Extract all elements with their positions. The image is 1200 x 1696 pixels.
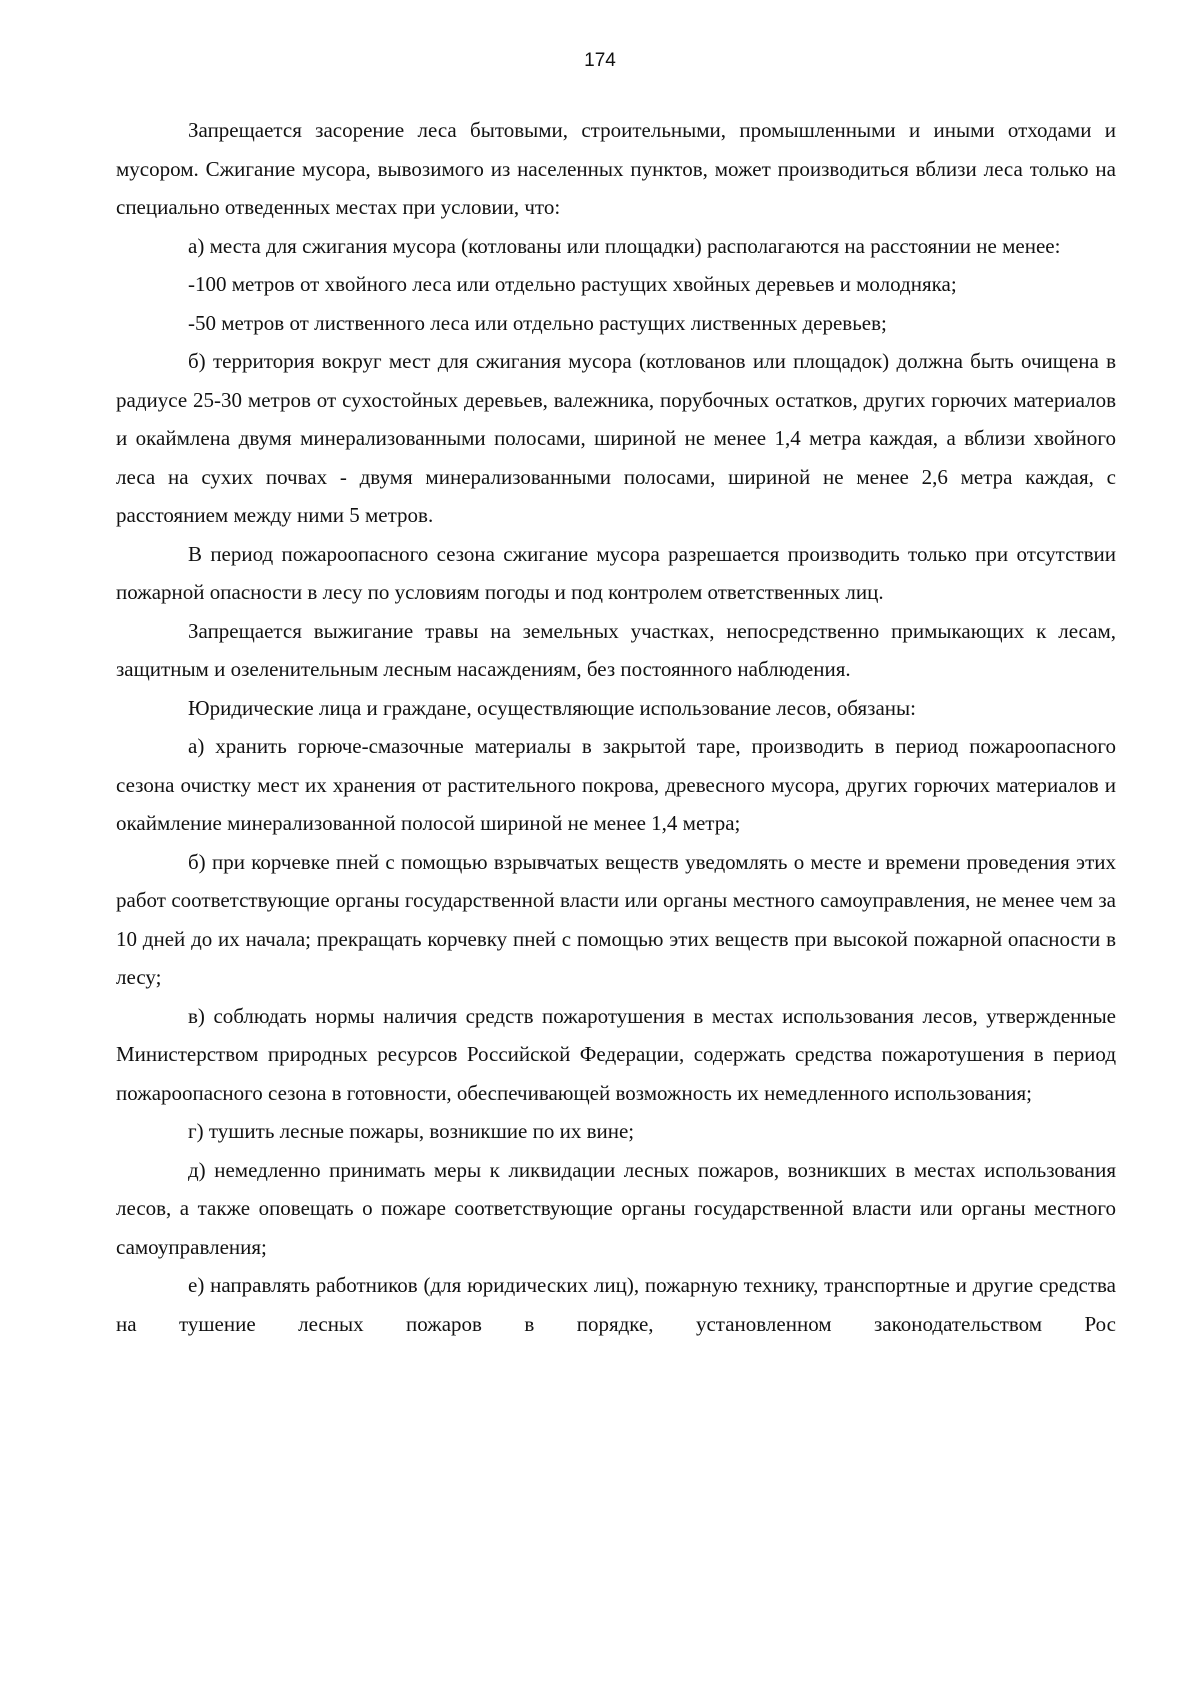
paragraph: Запрещается засорение леса бытовыми, строительными, промышленными и иными отходами и мусором. Сжигание мусора, вывозимого из населенных пунктов, может производиться вблизи леса только на специально отведенных местах при условии, что:	[116, 118, 1116, 219]
paragraph: Юридические лица и граждане, осуществляющие использование лесов, обязаны:	[188, 695, 916, 720]
paragraph: -50 метров от лиственного леса или отдельно растущих лиственных деревьев;	[188, 310, 887, 335]
paragraph: д) немедленно принимать меры к ликвидации лесных пожаров, возникших в местах использования лесов, а также оповещать о пожаре соответствующие органы государственной власти или органы местного самоуправления;	[116, 1157, 1116, 1259]
paragraph: е) направлять работников (для юридических лиц), пожарную технику, транспортные и другие средства на тушение лесных пожаров в порядке, установленном законодательством Рос	[116, 1273, 1116, 1336]
body-text	[116, 111, 1116, 1343]
paragraph: В период пожароопасного сезона сжигание мусора разрешается производить только при отсутствии пожарной опасности в лесу по условиям погоды и под контролем ответственных лиц.	[116, 541, 1116, 604]
paragraph: г) тушить лесные пожары, возникшие по их вине;	[188, 1119, 635, 1143]
paragraph: а) места для сжигания мусора (котлованы или площадки) располагаются на расстоянии не менее:	[188, 233, 1061, 258]
page-number: 174	[584, 50, 616, 71]
paragraph: б) при корчевке пней с помощью взрывчатых веществ уведомлять о месте и времени проведения этих работ соответствующие органы государственной власти или органы местного самоуправления, не менее чем за 10 дней до их начала; прекращать корчевку пней с помощью этих веществ при высокой пожарной опасности в лесу;	[116, 849, 1116, 989]
paragraph: а) хранить горюче-смазочные материалы в закрытой таре, производить в период пожароопасного сезона очистку мест их хранения от растительного покрова, древесного мусора, других горючих материалов и окаймление минерализованной полосой шириной не менее 1,4 метра;	[116, 734, 1116, 835]
paragraph: в) соблюдать нормы наличия средств пожаротушения в местах использования лесов, утвержденные Министерством природных ресурсов Российской Федерации, содержать средства пожаротушения в период пожароопасного сезона в готовности, обеспечивающей возможность их немедленного использования;	[116, 1003, 1116, 1105]
paragraph: б) территория вокруг мест для сжигания мусора (котлованов или площадок) должна быть очищена в радиусе 25-30 метров от сухостойных деревьев, валежника, порубочных остатков, других горючих материалов и окаймлена двумя минерализованными полосами, шириной не менее 1,4 метра каждая, а вблизи хвойного леса на сухих почвах - двумя минерализованными полосами, шириной не менее 2,6 метра каждая, с расстоянием между ними 5 метров.	[116, 349, 1116, 527]
paragraph: Запрещается выжигание травы на земельных участках, непосредственно примыкающих к лесам, защитным и озеленительным лесным насаждениям, без постоянного наблюдения.	[116, 618, 1116, 681]
paragraph: -100 метров от хвойного леса или отдельно растущих хвойных деревьев и молодняка;	[188, 272, 957, 296]
